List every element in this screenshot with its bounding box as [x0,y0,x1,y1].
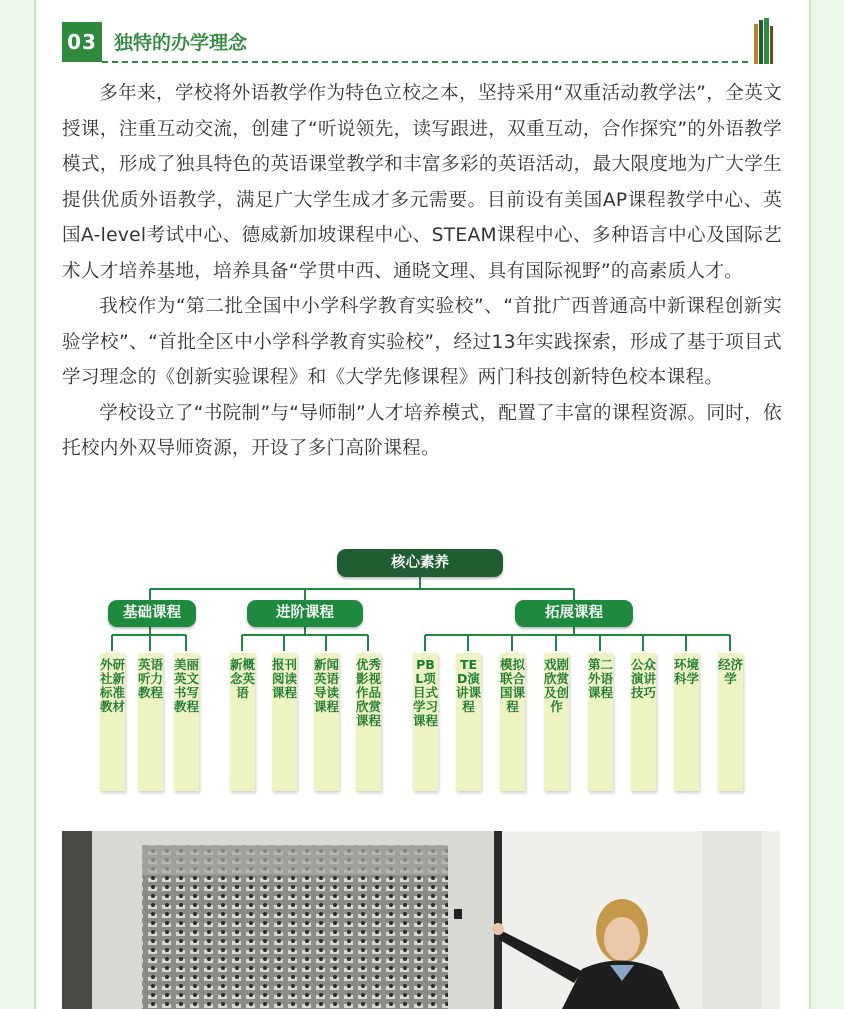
paragraph-3: 学校设立了“书院制”与“导师制”人才培养模式，配置了丰富的课程资源。同时，依托校内外双导师资源，开设了多门高阶课程。 [62,402,782,459]
books-icon [754,18,774,64]
leaf-item: 模拟联合国课程 [500,653,525,791]
section-title: 独特的办学理念 [114,32,248,54]
leaf-item: 第二外语课程 [588,653,613,791]
leaf-item: 优秀影视作品欣赏课程 [356,653,381,791]
leaf-item: 新闻英语导读课程 [314,653,339,791]
paragraph-1: 多年来，学校将外语教学作为特色立校之本，坚持采用“双重活动教学法”，全英文授课，注重互动交流，创建了“听说领先，读写跟进，双重互动，合作探究”的外语教学模式，形成了独具特色的英语课堂教学和丰富多彩的英语活动，最大限度地为广大学生提供优质外语教学，满足广大学生成才多元需要。目前设有美国AP课程教学中心、英国A-level考试中心、德威新加坡课程中心、STEAM课程中心、多种语言中心及国际艺术人才培养基地，培养具备“学贯中西、通晓文理、具有国际视野”的高素质人才。 [62,83,782,282]
section-number: 03 [62,22,102,62]
leaf-item: PBL项目式学习课程 [413,653,438,791]
root-node: 核心素养 [337,549,503,577]
article-body [62,76,782,467]
leaf-item: TED演讲课程 [456,653,481,791]
leaf-item: 外研社新标准教材 [100,653,125,791]
leaf-item: 经济学 [718,653,743,791]
leaf-item: 美丽英文书写教程 [174,653,199,791]
branch-basic: 基础课程 [108,600,196,627]
section-divider [102,61,748,63]
curriculum-diagram [62,545,780,800]
leaf-item: 英语听力教程 [138,653,163,791]
leaf-item: 戏剧欣赏及创作 [544,653,569,791]
leaf-item: 新概念英语 [230,653,255,791]
section-header [62,20,774,64]
leaf-item: 公众演讲技巧 [631,653,656,791]
leaf-item: 报刊阅读课程 [272,653,297,791]
paragraph-2: 我校作为“第二批全国中小学科学教育实验校”、“首批广西普通高中新课程创新实验学校”、“首批全区中小学科学教育实验校”，经过13年实践探索，形成了基于项目式学习理念的《创新实验课程》和《大学先修课程》两门科技创新特色校本课程。 [62,296,782,388]
classroom-photo [62,831,780,1009]
leaf-item: 环境科学 [674,653,699,791]
branch-advanced: 进阶课程 [247,600,363,627]
branch-extended: 拓展课程 [515,600,633,627]
